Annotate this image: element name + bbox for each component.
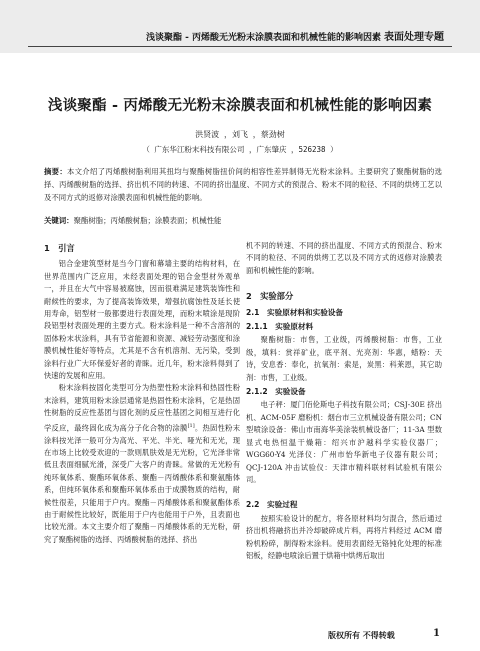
authors: 洪贤波 ，刘飞 ，蔡劲树 (195, 130, 285, 139)
citation-ref: [1] (187, 422, 195, 429)
equipment-paragraph: 电子秤：厦门佰伦斯电子科技有限公司；CSJ-30E 挤出机、ACM-05F 磨粉机：烟台市三立机械设备有限公司；CN 型喷涂设备：佛山市南海华美涂装机械设备厂；11-3A 型数显式电热恒温干燥箱：绍兴市沪越科学实验仪器厂；WGG60-Y4 光泽仪：广州市怡华新电子仪器有限公司；QCJ-120A 冲击试验仪：天津市精科联材料试验机有限公司。 (246, 400, 442, 484)
abstract-text: 本文介绍了丙烯酸树脂利用其扭均与聚酯树脂扭价间的相容性差异制得无光粉末涂料。主要研究了聚酯树脂的选择、丙烯酸树脂的选择、挤出机不同的转速、不同的挤出温度、不同方式的预混合、粉末不同的粒径、不同的烘烤工艺以及不同方式的返修对涂膜表面和机械性能的影响。 (44, 167, 442, 203)
intro-paragraph-2-end: 机不同的转速、不同的挤出温度、不同方式的预混合、粉末不同的粒径、不同的烘烤工艺以及不同方式的返修对涂膜表面和机械性能的影响。 (246, 241, 442, 275)
affiliation: （ 广东华江粉末科技有限公司 ，广东肇庆 ，526238 ） (142, 145, 338, 154)
process-paragraph: 按照实验设计的配方，将各原材料均匀混合，然后通过挤出机将融挤出并冷却破碎成片料，再将片料经过 ACM 磨粉机粉碎，制得粉末涂料。使用表面经无铬钝化处理的标准铝板，经静电喷涂后置于烘箱中烘烤后取出 (246, 513, 442, 560)
section-label: 表面处理专题 (384, 32, 444, 43)
subsection-heading-2-1-1: 2.1.1 实验原材料 (246, 322, 314, 332)
keywords-text: 聚酯树脂；丙烯酸树脂；涂膜表面；机械性能 (73, 216, 222, 225)
copyright-notice: 版权所有 不得转载 (328, 630, 395, 640)
keywords-label: 关键词： (44, 216, 74, 225)
abstract-label: 摘要： (44, 167, 67, 176)
left-column (44, 240, 240, 546)
subsection-heading-2-1: 2.1 实验原材料和实验设备 (246, 307, 343, 317)
abstract (44, 165, 442, 205)
page-number: 1 (433, 628, 440, 639)
intro-paragraph-2-text: 粉末涂料按固化类型可分为热塑性粉末涂料和热固性粉末涂料，建筑用粉末涂层通常是热固性粉末涂料，它是热固性树脂的反应性基团与固化剂的反应性基团之间相互进行化学反应，最终固化成为高分子化合物的涂膜 (44, 383, 240, 433)
subsection-heading-2-2: 2.2 实验过程 (246, 500, 298, 510)
intro-paragraph-1: 铝合金建筑型材是当今门窗和幕墙主要的结构材料，在世界范围内广泛应用，未经表面处理的铝合金型材外观单一，并且在大气中容易被腐蚀，因而很难满足建筑装饰性和耐候性的要求，为了提高装饰效果，增强抗腐蚀性及延长使用寿命，铝型材一般都要进行表面处理，而粉末喷涂是现阶段铝型材表面处理的主要方式。粉末涂料是一种不含溶剂的固体粉末状涂料，具有节省能源和资源、减轻劳动强度和涂膜机械性能好等特点，尤其是不含有机溶剂、无污染，受到涂料行业广大环保爱好者的青睐。近几年，粉末涂料得到了快速的发展和应用。 (44, 259, 240, 381)
subsection-heading-2-1-2: 2.1.2 实验设备 (246, 387, 306, 397)
keywords (44, 215, 221, 226)
intro-paragraph-2 (44, 382, 240, 546)
header-rule (28, 46, 452, 47)
article-title: 浅谈聚酯 - 丙烯酸无光粉末涂膜表面和机械性能的影响因素 (47, 98, 433, 114)
section-heading-experiment: 2 实验部分 (246, 291, 294, 302)
section-heading-intro: 1 引言 (44, 243, 75, 253)
right-column (246, 240, 442, 562)
materials-paragraph: 聚酯树脂：市售，工业级，丙烯酸树脂：市售，工业级，填料：赏祥矿业，底平剂、光亮剂：华惠，蜡粉：天诗，安息香：奉化，抗氧剂：索是，炭黑：科莱恩，其它助剂：市售，工业级。 (246, 335, 442, 382)
running-title: 浅谈聚酯 - 丙烯酸无光粉末涂膜表面和机械性能的影响因素 (146, 33, 382, 43)
intro-paragraph-2-cont: 。热固性粉末涂料按光泽一般可分为高光、平光、半光、哑光和无光，现在市场上比较受欢迎的一款则肌肤效是无光粉，它光泽非常低且表面细腻光滑，深受广大客户的青睐。常做的无光粉有纯环氧体系、聚酯环氧体系、聚酯－丙烯酸体系和聚氨酯体系，但纯环氧体系和聚酯环氧体系由于成膜物质的结构，耐候性很差，只能用于户内。聚酯－丙烯酸体系和聚氨酯体系由于耐候性比较好，既能用于户内也能用于户外，且表面也比较光滑。本文主要介绍了聚酯－丙烯酸体系的无光粉，研究了聚酯树脂的选择、丙烯酸树脂的选择、挤出 (44, 423, 241, 544)
